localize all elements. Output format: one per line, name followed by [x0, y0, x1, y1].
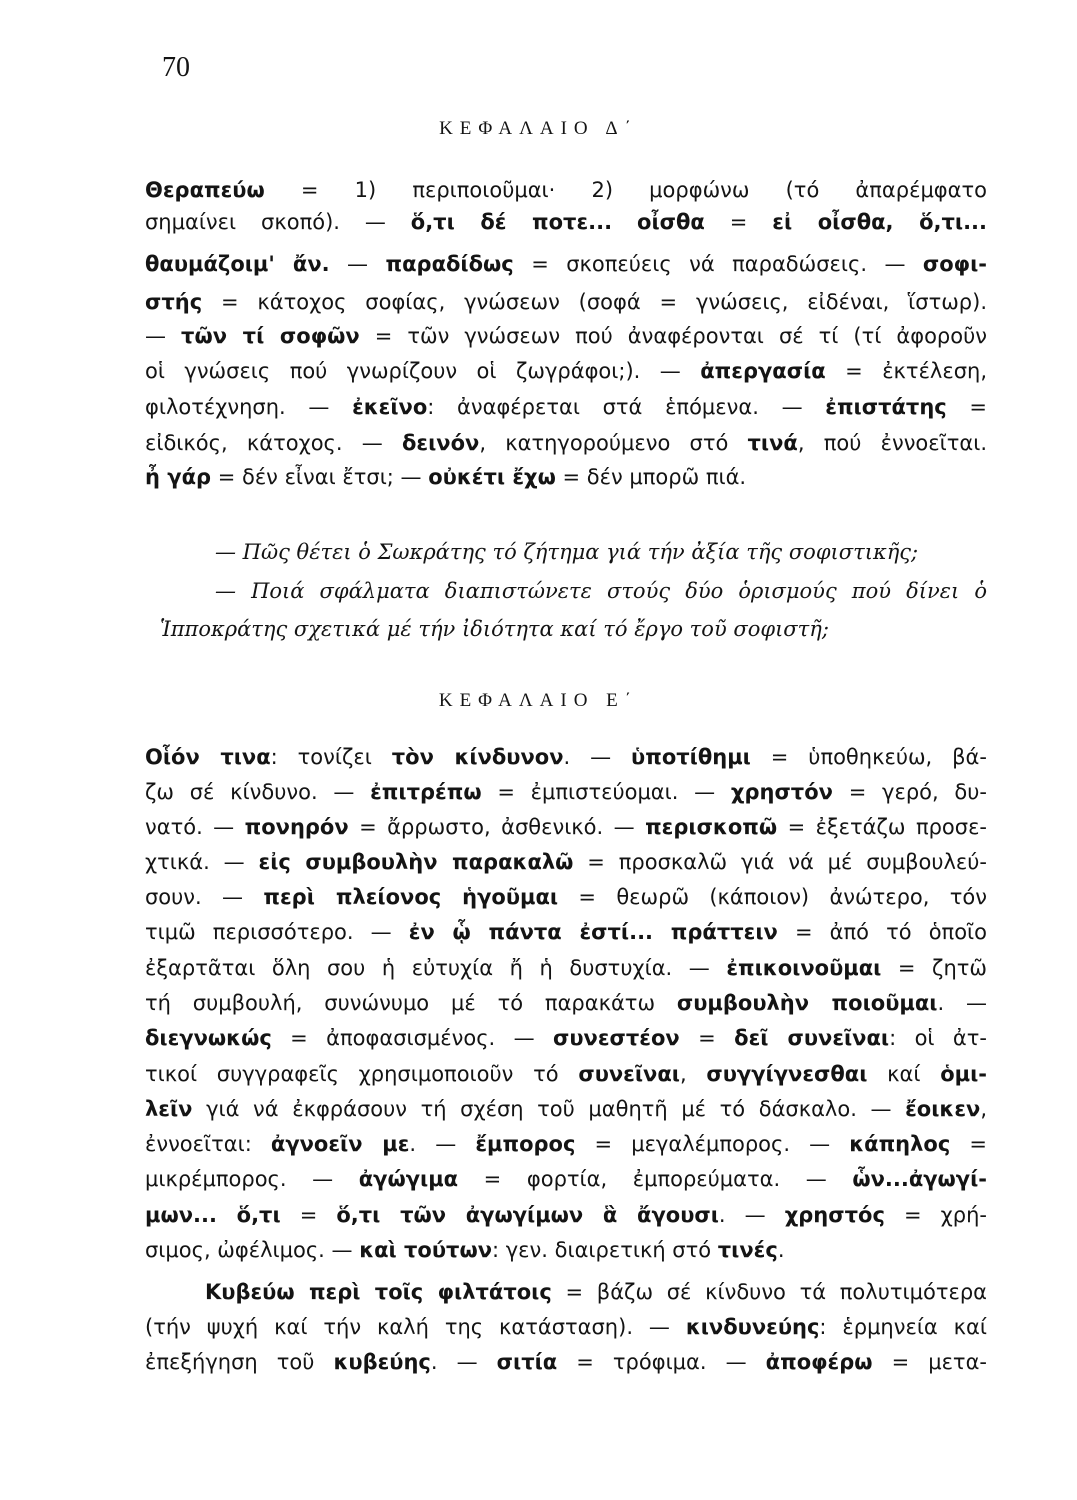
- glossary-line: Κυβεύω περὶ τοῖς φιλτάτοις = βάζω σέ κίνδυνο τά πολυτιμότερα: [205, 1280, 987, 1304]
- glossary-line: διεγνωκώς = ἀποφασισμένος. — συνεστέον = δεῖ συνεῖναι: οἱ ἀτ-: [145, 1026, 987, 1050]
- glossary-line: θαυμάζοιμ' ἄν. — παραδίδως = σκοπεύεις νά παραδώσεις. — σοφι-: [145, 252, 987, 276]
- glossary-line: τιμῶ περισσότερο. — ἐν ᾧ πάντα ἐστί... πράττειν = ἀπό τό ὁποῖο: [145, 920, 987, 944]
- glossary-line: στής = κάτοχος σοφίας, γνώσεων (σοφά = γνώσεις, εἰδέναι, ἵστωρ).: [145, 290, 987, 314]
- glossary-line: ἐπεξήγηση τοῦ κυβεύης. — σιτία = τρόφιμα. — ἀποφέρω = μετα-: [145, 1350, 987, 1374]
- glossary-line: Οἷόν τινα: τονίζει τὸν κίνδυνον. — ὑποτίθημι = ὑποθηκεύω, βά-: [145, 745, 987, 769]
- glossary-line: μων... ὅ,τι = ὅ,τι τῶν ἀγωγίμων ἃ ἄγουσι. — χρηστός = χρή-: [145, 1203, 987, 1227]
- page-number: 70: [162, 52, 190, 83]
- glossary-line: Θεραπεύω = 1) περιποιοῦμαι· 2) μορφώνω (τό ἀπαρέμφατο: [145, 178, 987, 202]
- glossary-line: τικοί συγγραφεῖς χρησιμοποιοῦν τό συνεῖναι, συγγίγνεσθαι καί ὁμι-: [145, 1062, 987, 1086]
- glossary-line: (τήν ψυχή καί τήν καλή της κατάσταση). — κινδυνεύης: ἑρμηνεία καί: [145, 1315, 988, 1339]
- chapter-heading-e: ΚΕΦΑΛΑΙΟ Ε΄: [438, 690, 639, 711]
- glossary-line: μικρέμπορος. — ἀγώγιμα = φορτία, ἐμπορεύματα. — ὧν...ἀγωγί-: [145, 1167, 988, 1191]
- glossary-line: φιλοτέχνηση. — ἐκεῖνο: ἀναφέρεται στά ἑπόμενα. — ἐπιστάτης =: [145, 395, 987, 419]
- question-2: — Ποιά σφάλματα διαπιστώνετε στούς δύο ὁρισμούς πού δίνει ὁ: [215, 579, 987, 603]
- question-2-cont: Ἱπποκράτης σχετικά μέ τήν ἰδιότητα καί τό ἔργο τοῦ σοφιστῆ;: [160, 617, 829, 641]
- glossary-line: ζω σέ κίνδυνο. — ἐπιτρέπω = ἐμπιστεύομαι. — χρηστόν = γερό, δυ-: [145, 780, 987, 804]
- question-1: — Πῶς θέτει ὁ Σωκράτης τό ζήτημα γιά τήν ἀξία τῆς σοφιστικῆς;: [215, 540, 919, 564]
- glossary-line: σημαίνει σκοπό). — ὅ,τι δέ ποτε... οἶσθα = εἰ οἶσθα, ὅ,τι...: [145, 210, 988, 234]
- glossary-line: εἰδικός, κάτοχος. — δεινόν, κατηγορούμενο στό τινά, πού ἐννοεῖται.: [145, 431, 987, 455]
- glossary-line: λεῖν γιά νά ἐκφράσουν τή σχέση τοῦ μαθητῆ μέ τό δάσκαλο. — ἔοικεν,: [145, 1097, 987, 1121]
- glossary-line: ἦ γάρ = δέν εἶναι ἔτσι; — οὐκέτι ἔχω = δέν μπορῶ πιά.: [145, 465, 747, 489]
- glossary-line: ἐννοεῖται: ἀγνοεῖν με. — ἔμπορος = μεγαλέμπορος. — κάπηλος =: [145, 1132, 987, 1156]
- glossary-line: — τῶν τί σοφῶν = τῶν γνώσεων πού ἀναφέρονται σέ τί (τί ἀφοροῦν: [145, 324, 987, 348]
- glossary-line: ἐξαρτᾶται ὅλη σου ἡ εὐτυχία ἤ ἡ δυστυχία. — ἐπικοινοῦμαι = ζητῶ: [145, 956, 987, 980]
- glossary-line: χτικά. — εἰς συμβουλὴν παρακαλῶ = προσκαλῶ γιά νά μέ συμβουλεύ-: [145, 850, 987, 874]
- glossary-line: νατό. — πονηρόν = ἄρρωστο, ἀσθενικό. — περισκοπῶ = ἐξετάζω προσε-: [145, 815, 988, 839]
- glossary-line: σιμος, ὠφέλιμος. — καὶ τούτων: γεν. διαιρετική στό τινές.: [145, 1238, 785, 1262]
- glossary-line: οἱ γνώσεις πού γνωρίζουν οἱ ζωγράφοι;). — ἀπεργασία = ἐκτέλεση,: [145, 359, 987, 383]
- glossary-line: σουν. — περὶ πλείονος ἡγοῦμαι = θεωρῶ (κάποιον) ἀνώτερο, τόν: [145, 885, 987, 909]
- chapter-heading-d: ΚΕΦΑΛΑΙΟ Δ΄: [439, 118, 638, 139]
- glossary-line: τή συμβουλή, συνώνυμο μέ τό παρακάτω συμβουλὴν ποιοῦμαι. —: [145, 991, 987, 1015]
